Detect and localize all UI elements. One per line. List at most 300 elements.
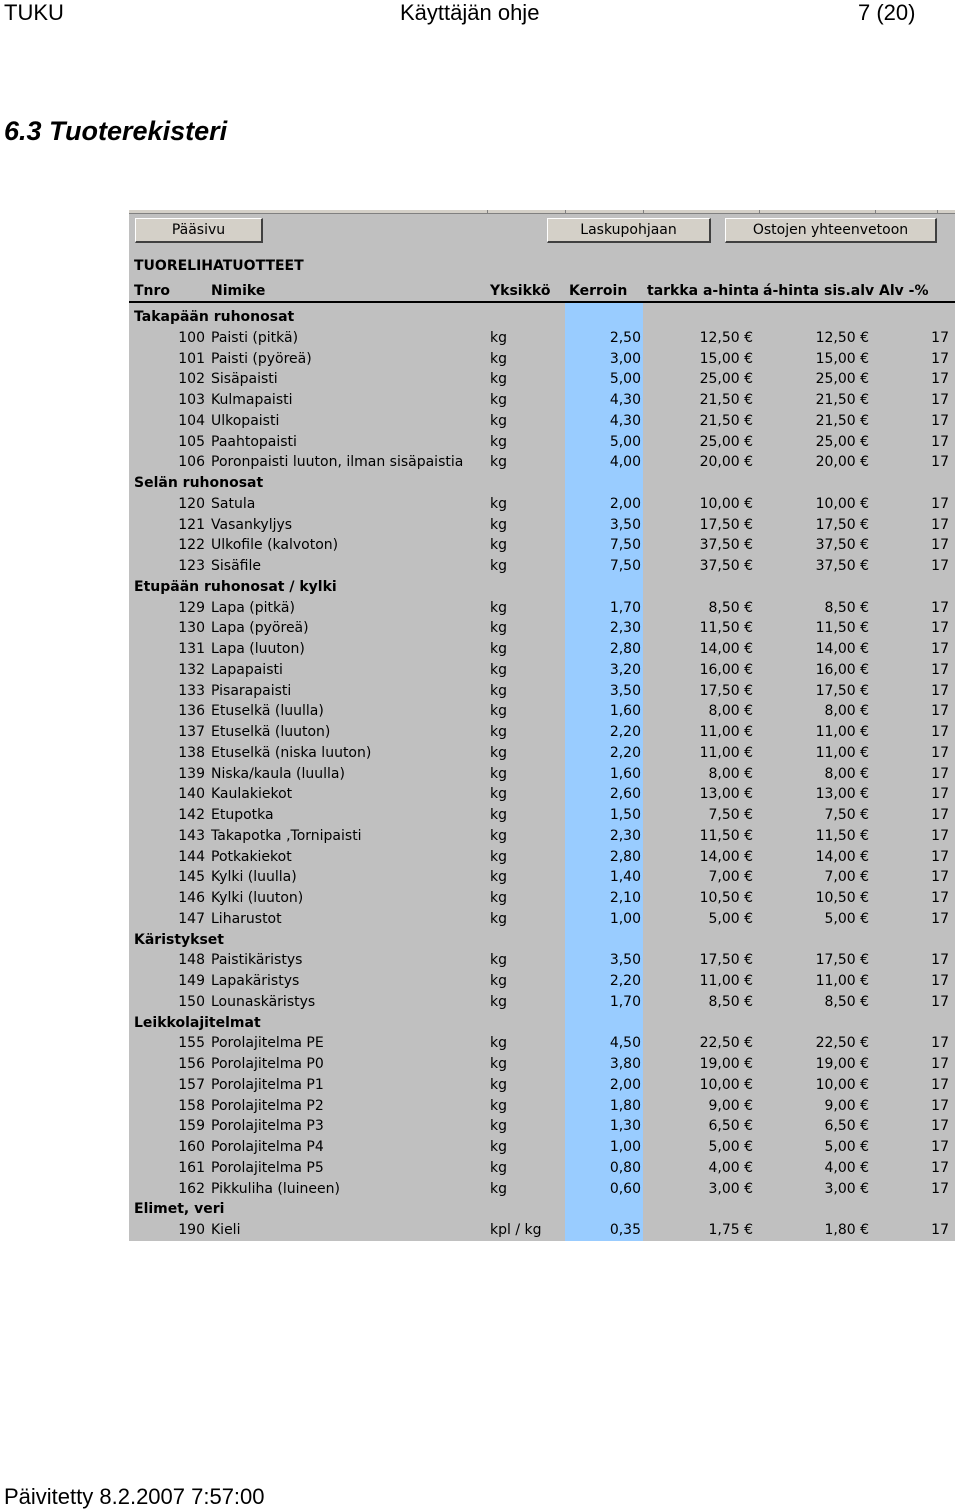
product-name: Vasankyljys (211, 516, 293, 533)
product-kerroin: 1,00 (609, 910, 641, 927)
category-label: Etupään ruhonosat / kylki (134, 578, 337, 595)
col-header-tnro: Tnro (134, 283, 171, 299)
product-vat-percent: 17 (931, 827, 949, 844)
product-price-vat: 22,50 € (815, 1035, 869, 1052)
product-price: 12,50 € (699, 329, 753, 346)
product-name: Paahtopaisti (211, 433, 297, 450)
product-price-vat: 8,00 € (824, 703, 869, 720)
product-price-vat: 21,50 € (815, 392, 869, 408)
product-price: 3,00 € (708, 1180, 753, 1197)
product-price: 37,50 € (699, 537, 753, 554)
product-name: Etuselkä (niska luuton) (211, 744, 372, 761)
product-price-vat: 17,50 € (815, 516, 869, 533)
product-name: Kulmapaisti (211, 392, 293, 408)
product-vat-percent: 17 (931, 910, 949, 927)
product-vat-percent: 17 (931, 433, 949, 450)
product-number: 106 (178, 454, 205, 471)
product-price-vat: 20,00 € (815, 454, 869, 471)
product-price: 11,00 € (699, 724, 753, 740)
product-unit: kg (490, 993, 507, 1010)
product-vat-percent: 17 (931, 558, 949, 574)
product-unit: kg (490, 1159, 507, 1176)
product-number: 130 (178, 620, 205, 637)
product-unit: kg (490, 1180, 507, 1197)
product-price: 5,00 € (708, 1139, 753, 1155)
product-price: 5,00 € (708, 910, 753, 927)
product-price: 15,00 € (699, 350, 753, 367)
product-name: Ulkopaisti (211, 412, 280, 429)
product-price: 17,50 € (699, 682, 753, 699)
product-unit: kg (490, 1035, 507, 1052)
category-label: Elimet, veri (134, 1201, 225, 1218)
col-header-yksikko: Yksikkö (490, 283, 551, 299)
product-name: Pikkuliha (luineen) (211, 1180, 340, 1197)
product-kerroin: 2,00 (609, 1076, 641, 1093)
col-header-nimike: Nimike (211, 283, 266, 299)
product-name: Kylki (luulla) (211, 869, 297, 886)
product-number: 104 (178, 412, 205, 429)
product-name: Lapa (pyöreä) (211, 620, 309, 637)
product-price: 8,00 € (708, 703, 753, 720)
product-price: 1,75 € (708, 1222, 753, 1238)
product-unit: kg (490, 848, 507, 865)
product-kerroin: 2,20 (609, 744, 641, 761)
product-row (129, 888, 955, 908)
product-vat-percent: 17 (931, 1159, 949, 1176)
product-row (129, 1033, 955, 1053)
product-number: 129 (178, 599, 205, 616)
product-price-vat: 5,00 € (824, 910, 869, 927)
product-name: Sisäpaisti (211, 371, 278, 388)
product-number: 159 (178, 1118, 205, 1135)
product-kerroin: 2,60 (609, 786, 641, 803)
product-vat-percent: 17 (931, 765, 949, 782)
product-name: Lounaskäristys (211, 993, 316, 1010)
product-name: Kaulakiekot (211, 786, 293, 803)
product-unit: kg (490, 786, 507, 803)
product-vat-percent: 17 (931, 329, 949, 346)
product-kerroin: 7,50 (609, 537, 641, 554)
product-price: 17,50 € (699, 952, 753, 969)
product-row (129, 867, 955, 887)
product-vat-percent: 17 (931, 1097, 949, 1114)
product-row (129, 1179, 955, 1199)
product-price-vat: 8,50 € (824, 599, 869, 616)
product-unit: kg (490, 495, 507, 512)
product-vat-percent: 17 (931, 724, 949, 740)
section-title: 6.3 Tuoterekisteri (4, 116, 228, 146)
product-name: Satula (211, 495, 256, 512)
product-name: Kieli (211, 1222, 241, 1238)
category-row (129, 1199, 955, 1219)
product-unit: kg (490, 641, 507, 657)
product-kerroin: 3,00 (609, 350, 641, 367)
product-number: 102 (178, 371, 205, 388)
product-price-vat: 7,00 € (824, 869, 869, 886)
product-vat-percent: 17 (931, 682, 949, 699)
product-row (129, 452, 955, 472)
product-name: Liharustot (211, 910, 282, 927)
product-price: 4,00 € (708, 1159, 753, 1176)
product-price: 8,00 € (708, 765, 753, 782)
product-price: 19,00 € (699, 1056, 753, 1072)
product-row (129, 909, 955, 929)
product-unit: kg (490, 1139, 507, 1155)
product-vat-percent: 17 (931, 807, 949, 823)
product-number: 156 (178, 1056, 205, 1072)
product-vat-percent: 17 (931, 599, 949, 616)
product-vat-percent: 17 (931, 620, 949, 637)
product-number: 138 (178, 744, 205, 761)
category-row (129, 577, 955, 597)
product-kerroin: 4,30 (609, 412, 641, 429)
category-label: Selän ruhonosat (134, 475, 264, 491)
product-name: Lapa (pitkä) (211, 599, 295, 616)
laskupohjaan-button[interactable]: Laskupohjaan (547, 218, 711, 243)
product-name: Niska/kaula (luulla) (211, 765, 345, 782)
product-price: 13,00 € (699, 786, 753, 803)
product-name: Porolajitelma PE (211, 1035, 324, 1052)
product-kerroin: 1,60 (609, 703, 641, 720)
product-unit: kg (490, 371, 507, 388)
product-price: 8,50 € (708, 599, 753, 616)
product-row (129, 1137, 955, 1157)
product-number: 146 (178, 890, 205, 906)
product-price-vat: 10,50 € (815, 890, 869, 906)
product-row (129, 349, 955, 369)
product-row (129, 1158, 955, 1178)
product-price-vat: 3,00 € (824, 1180, 869, 1197)
product-name: Porolajitelma P2 (211, 1097, 324, 1114)
product-number: 148 (178, 952, 205, 969)
product-kerroin: 3,50 (609, 516, 641, 533)
product-row (129, 971, 955, 991)
product-kerroin: 1,00 (609, 1139, 641, 1155)
product-kerroin: 1,40 (609, 869, 641, 886)
product-price-vat: 37,50 € (815, 558, 869, 574)
product-vat-percent: 17 (931, 392, 949, 408)
product-number: 121 (178, 516, 205, 533)
product-kerroin: 2,80 (609, 848, 641, 865)
product-kerroin: 3,80 (609, 1056, 641, 1072)
product-price: 16,00 € (699, 661, 753, 678)
product-vat-percent: 17 (931, 1118, 949, 1135)
product-number: 155 (178, 1035, 205, 1052)
col-header-kerroin: Kerroin (569, 283, 628, 299)
product-unit: kg (490, 724, 507, 740)
product-price-vat: 12,50 € (815, 329, 869, 346)
product-unit: kg (490, 765, 507, 782)
product-kerroin: 1,30 (609, 1118, 641, 1135)
product-number: 120 (178, 495, 205, 512)
product-kerroin: 4,50 (609, 1035, 641, 1052)
product-unit: kg (490, 599, 507, 616)
product-number: 157 (178, 1076, 205, 1093)
product-unit: kpl / kg (490, 1222, 542, 1238)
product-unit: kg (490, 412, 507, 429)
product-unit: kg (490, 807, 507, 823)
product-price-vat: 11,50 € (815, 827, 869, 844)
product-vat-percent: 17 (931, 869, 949, 886)
product-price-vat: 13,00 € (815, 786, 869, 803)
product-price-vat: 15,00 € (815, 350, 869, 367)
product-unit: kg (490, 329, 507, 346)
product-name: Paistikäristys (211, 952, 303, 969)
product-number: 161 (178, 1159, 205, 1176)
category-label: Leikkolajitelmat (134, 1014, 261, 1031)
product-kerroin: 2,10 (609, 890, 641, 906)
product-price: 14,00 € (699, 641, 753, 657)
product-price: 37,50 € (699, 558, 753, 574)
product-price: 6,50 € (708, 1118, 753, 1135)
product-row (129, 1075, 955, 1095)
product-row (129, 784, 955, 804)
product-unit: kg (490, 827, 507, 844)
product-price-vat: 25,00 € (815, 433, 869, 450)
product-unit: kg (490, 350, 507, 367)
doc-header-page: 7 (20) (858, 0, 916, 25)
product-unit: kg (490, 744, 507, 761)
product-row (129, 1220, 955, 1240)
product-price-vat: 11,50 € (815, 620, 869, 637)
product-row (129, 1116, 955, 1136)
product-row (129, 328, 955, 348)
product-unit: kg (490, 910, 507, 927)
product-row (129, 701, 955, 721)
product-row (129, 556, 955, 576)
product-kerroin: 1,80 (609, 1097, 641, 1114)
product-name: Porolajitelma P4 (211, 1139, 324, 1155)
product-number: 160 (178, 1139, 205, 1155)
product-number: 145 (178, 869, 205, 886)
product-price-vat: 14,00 € (815, 848, 869, 865)
product-kerroin: 2,20 (609, 973, 641, 989)
product-price: 17,50 € (699, 516, 753, 533)
product-price: 9,00 € (708, 1097, 753, 1114)
product-name: Takapotka ,Tornipaisti (211, 827, 362, 844)
product-number: 190 (178, 1222, 205, 1238)
product-price-vat: 11,00 € (815, 973, 869, 989)
column-header-strip (129, 210, 955, 214)
product-price-vat: 7,50 € (824, 807, 869, 823)
product-number: 132 (178, 661, 205, 678)
product-price: 21,50 € (699, 392, 753, 408)
product-price-vat: 6,50 € (824, 1118, 869, 1135)
product-price: 21,50 € (699, 412, 753, 429)
product-name: Porolajitelma P1 (211, 1076, 324, 1093)
product-kerroin: 1,50 (609, 807, 641, 823)
product-price-vat: 17,50 € (815, 682, 869, 699)
product-price-vat: 25,00 € (815, 371, 869, 388)
category-row (129, 1013, 955, 1033)
product-price: 14,00 € (699, 848, 753, 865)
product-price: 10,50 € (699, 890, 753, 906)
product-number: 101 (178, 350, 205, 367)
product-price: 10,00 € (699, 1076, 753, 1093)
product-row (129, 639, 955, 659)
product-number: 142 (178, 807, 205, 823)
product-unit: kg (490, 433, 507, 450)
product-row (129, 390, 955, 410)
product-unit: kg (490, 454, 507, 471)
product-vat-percent: 17 (931, 537, 949, 554)
product-number: 162 (178, 1180, 205, 1197)
product-unit: kg (490, 1056, 507, 1072)
product-price-vat: 8,50 € (824, 993, 869, 1010)
product-vat-percent: 17 (931, 952, 949, 969)
product-row (129, 515, 955, 535)
product-vat-percent: 17 (931, 495, 949, 512)
product-row (129, 826, 955, 846)
product-unit: kg (490, 537, 507, 554)
category-row (129, 930, 955, 950)
product-unit: kg (490, 392, 507, 408)
product-vat-percent: 17 (931, 454, 949, 471)
product-number: 144 (178, 848, 205, 865)
product-vat-percent: 17 (931, 1076, 949, 1093)
product-number: 149 (178, 973, 205, 989)
product-name: Porolajitelma P3 (211, 1118, 324, 1135)
product-unit: kg (490, 952, 507, 969)
category-label: Käristykset (134, 931, 224, 948)
product-number: 147 (178, 910, 205, 927)
product-price: 7,00 € (708, 869, 753, 886)
product-kerroin: 0,60 (609, 1180, 641, 1197)
category-row (129, 307, 955, 327)
product-price: 11,00 € (699, 973, 753, 989)
product-price-vat: 21,50 € (815, 412, 869, 429)
product-number: 133 (178, 682, 205, 699)
product-price: 7,50 € (708, 807, 753, 823)
product-vat-percent: 17 (931, 993, 949, 1010)
product-number: 105 (178, 433, 205, 450)
product-row (129, 535, 955, 555)
product-price-vat: 37,50 € (815, 537, 869, 554)
product-row (129, 743, 955, 763)
product-number: 131 (178, 641, 205, 657)
product-kerroin: 1,70 (609, 599, 641, 616)
product-kerroin: 4,00 (609, 454, 641, 471)
product-kerroin: 3,50 (609, 952, 641, 969)
product-row (129, 618, 955, 638)
product-vat-percent: 17 (931, 744, 949, 761)
product-row (129, 950, 955, 970)
product-kerroin: 1,70 (609, 993, 641, 1010)
product-name: Etuselkä (luulla) (211, 703, 324, 720)
product-price-vat: 11,00 € (815, 744, 869, 761)
product-price-vat: 10,00 € (815, 495, 869, 512)
product-row (129, 494, 955, 514)
product-vat-percent: 17 (931, 371, 949, 388)
product-row (129, 847, 955, 867)
product-name: Kylki (luuton) (211, 890, 304, 906)
product-price: 25,00 € (699, 433, 753, 450)
product-price-vat: 16,00 € (815, 661, 869, 678)
product-row (129, 598, 955, 618)
product-name: Paisti (pyöreä) (211, 350, 312, 367)
product-name: Lapakäristys (211, 973, 300, 989)
product-name: Potkakiekot (211, 848, 292, 865)
product-vat-percent: 17 (931, 350, 949, 367)
product-kerroin: 5,00 (609, 433, 641, 450)
product-number: 103 (178, 392, 205, 408)
product-number: 123 (178, 558, 205, 574)
product-kerroin: 1,60 (609, 765, 641, 782)
product-name: Sisäfile (211, 558, 261, 574)
product-kerroin: 2,20 (609, 724, 641, 740)
product-unit: kg (490, 890, 507, 906)
product-price-vat: 10,00 € (815, 1076, 869, 1093)
product-kerroin: 0,35 (609, 1222, 641, 1238)
product-kerroin: 4,30 (609, 392, 641, 408)
product-name: Porolajitelma P5 (211, 1159, 324, 1176)
product-unit: kg (490, 516, 507, 533)
product-price: 11,50 € (699, 827, 753, 844)
product-vat-percent: 17 (931, 703, 949, 720)
product-vat-percent: 17 (931, 516, 949, 533)
product-number: 140 (178, 786, 205, 803)
product-kerroin: 2,80 (609, 641, 641, 657)
product-unit: kg (490, 661, 507, 678)
product-price: 11,50 € (699, 620, 753, 637)
product-price-vat: 1,80 € (824, 1222, 869, 1238)
product-price: 22,50 € (699, 1035, 753, 1052)
sheet-title: TUORELIHATUOTTEET (134, 258, 304, 274)
product-kerroin: 7,50 (609, 558, 641, 574)
product-vat-percent: 17 (931, 661, 949, 678)
product-vat-percent: 17 (931, 890, 949, 906)
product-kerroin: 0,80 (609, 1159, 641, 1176)
product-row (129, 805, 955, 825)
product-number: 158 (178, 1097, 205, 1114)
product-vat-percent: 17 (931, 1180, 949, 1197)
product-vat-percent: 17 (931, 1035, 949, 1052)
product-kerroin: 3,50 (609, 682, 641, 699)
product-vat-percent: 17 (931, 848, 949, 865)
paasivu-button[interactable]: Pääsivu (135, 218, 263, 243)
ostojen-yhteenvetoon-button[interactable]: Ostojen yhteenvetoon (725, 218, 937, 243)
product-unit: kg (490, 1118, 507, 1135)
product-row (129, 660, 955, 680)
product-kerroin: 2,30 (609, 620, 641, 637)
product-row (129, 1096, 955, 1116)
product-vat-percent: 17 (931, 973, 949, 989)
product-vat-percent: 17 (931, 1139, 949, 1155)
category-label: Takapään ruhonosat (134, 309, 295, 325)
product-row (129, 764, 955, 784)
product-row (129, 681, 955, 701)
product-kerroin: 2,30 (609, 827, 641, 844)
col-header-alv: Alv -% (879, 283, 929, 299)
product-row (129, 1054, 955, 1074)
product-price-vat: 14,00 € (815, 641, 869, 657)
doc-header-left: TUKU (4, 0, 64, 25)
product-row (129, 992, 955, 1012)
product-name: Ulkofile (kalvoton) (211, 537, 339, 554)
product-number: 137 (178, 724, 205, 740)
product-name: Poronpaisti luuton, ilman sisäpaistia (211, 454, 464, 471)
product-unit: kg (490, 973, 507, 989)
product-kerroin: 3,20 (609, 661, 641, 678)
spreadsheet-screenshot (129, 210, 955, 1241)
product-unit: kg (490, 620, 507, 637)
product-number: 100 (178, 329, 205, 346)
product-vat-percent: 17 (931, 1056, 949, 1072)
product-row (129, 411, 955, 431)
product-name: Lapapaisti (211, 661, 283, 678)
product-price-vat: 8,00 € (824, 765, 869, 782)
product-name: Paisti (pitkä) (211, 329, 299, 346)
